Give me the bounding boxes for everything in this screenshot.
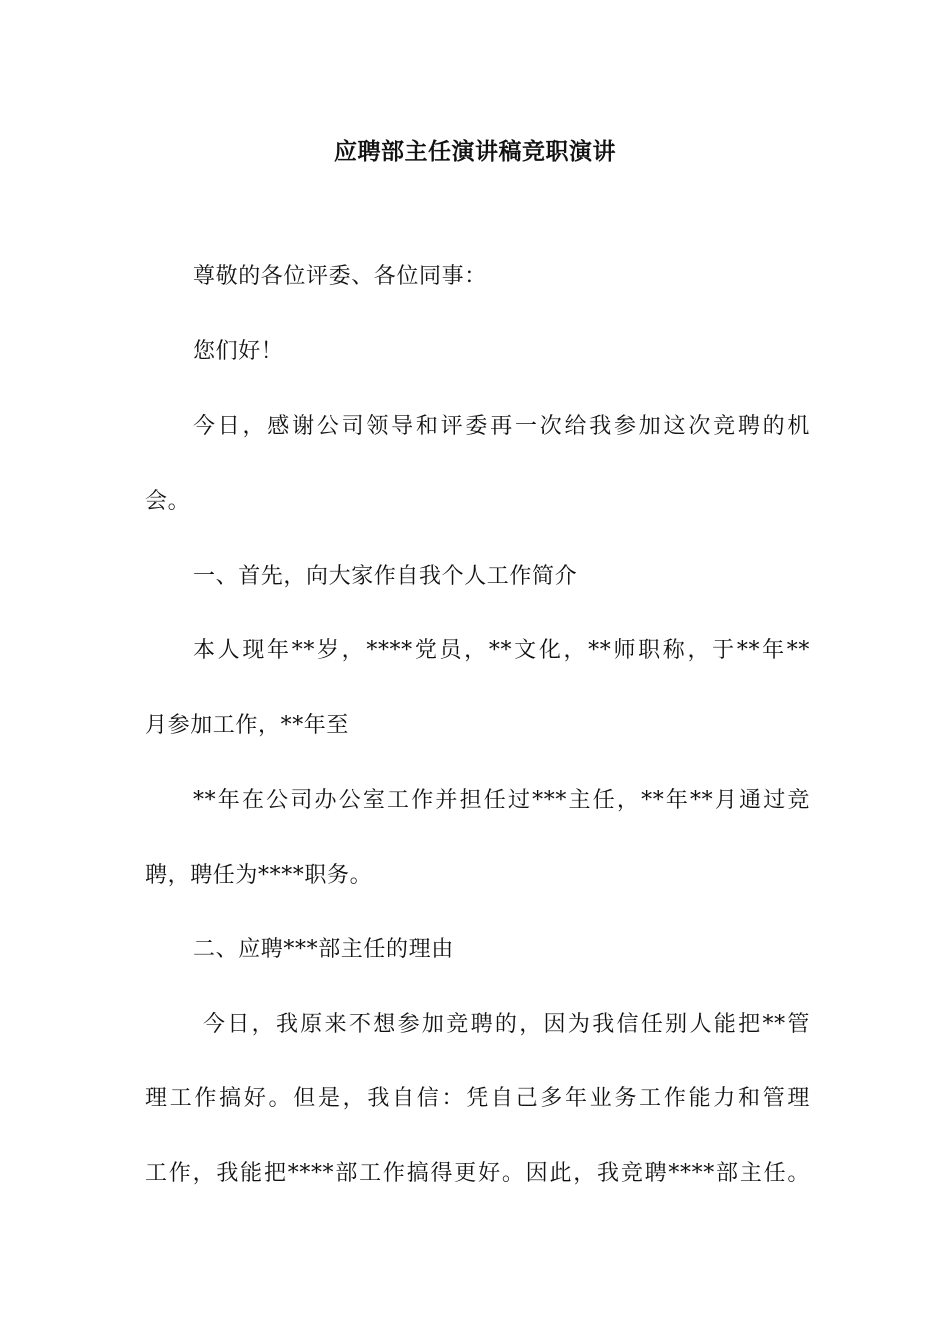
section-heading: 二、应聘***部主任的理由 bbox=[193, 937, 454, 962]
section-heading: 一、首先，向大家作自我个人工作简介 bbox=[193, 564, 578, 589]
paragraph-line: **年在公司办公室工作并担任过***主任，**年**月通过竞 bbox=[193, 788, 810, 813]
paragraph-line: 会。 bbox=[145, 489, 191, 514]
paragraph-line: 今日，感谢公司领导和评委再一次给我参加这次竞聘的机 bbox=[193, 414, 810, 439]
paragraph-line: 工作，我能把****部工作搞得更好。因此，我竞聘****部主任。 bbox=[145, 1161, 810, 1186]
paragraph-line: 今日，我原来不想参加竞聘的，因为我信任别人能把**管 bbox=[203, 1012, 810, 1037]
paragraph-line: 本人现年**岁，****党员，**文化，**师职称，于**年** bbox=[193, 638, 810, 663]
paragraph-line: 月参加工作，**年至 bbox=[145, 713, 350, 738]
salutation-line: 尊敬的各位评委、各位同事： bbox=[193, 264, 487, 289]
document-title: 应聘部主任演讲稿竞职演讲 bbox=[334, 138, 616, 165]
paragraph-line: 理工作搞好。但是，我自信：凭自己多年业务工作能力和管理 bbox=[145, 1086, 810, 1111]
greeting-line: 您们好！ bbox=[193, 339, 284, 364]
paragraph-line: 聘，聘任为****职务。 bbox=[145, 863, 373, 888]
